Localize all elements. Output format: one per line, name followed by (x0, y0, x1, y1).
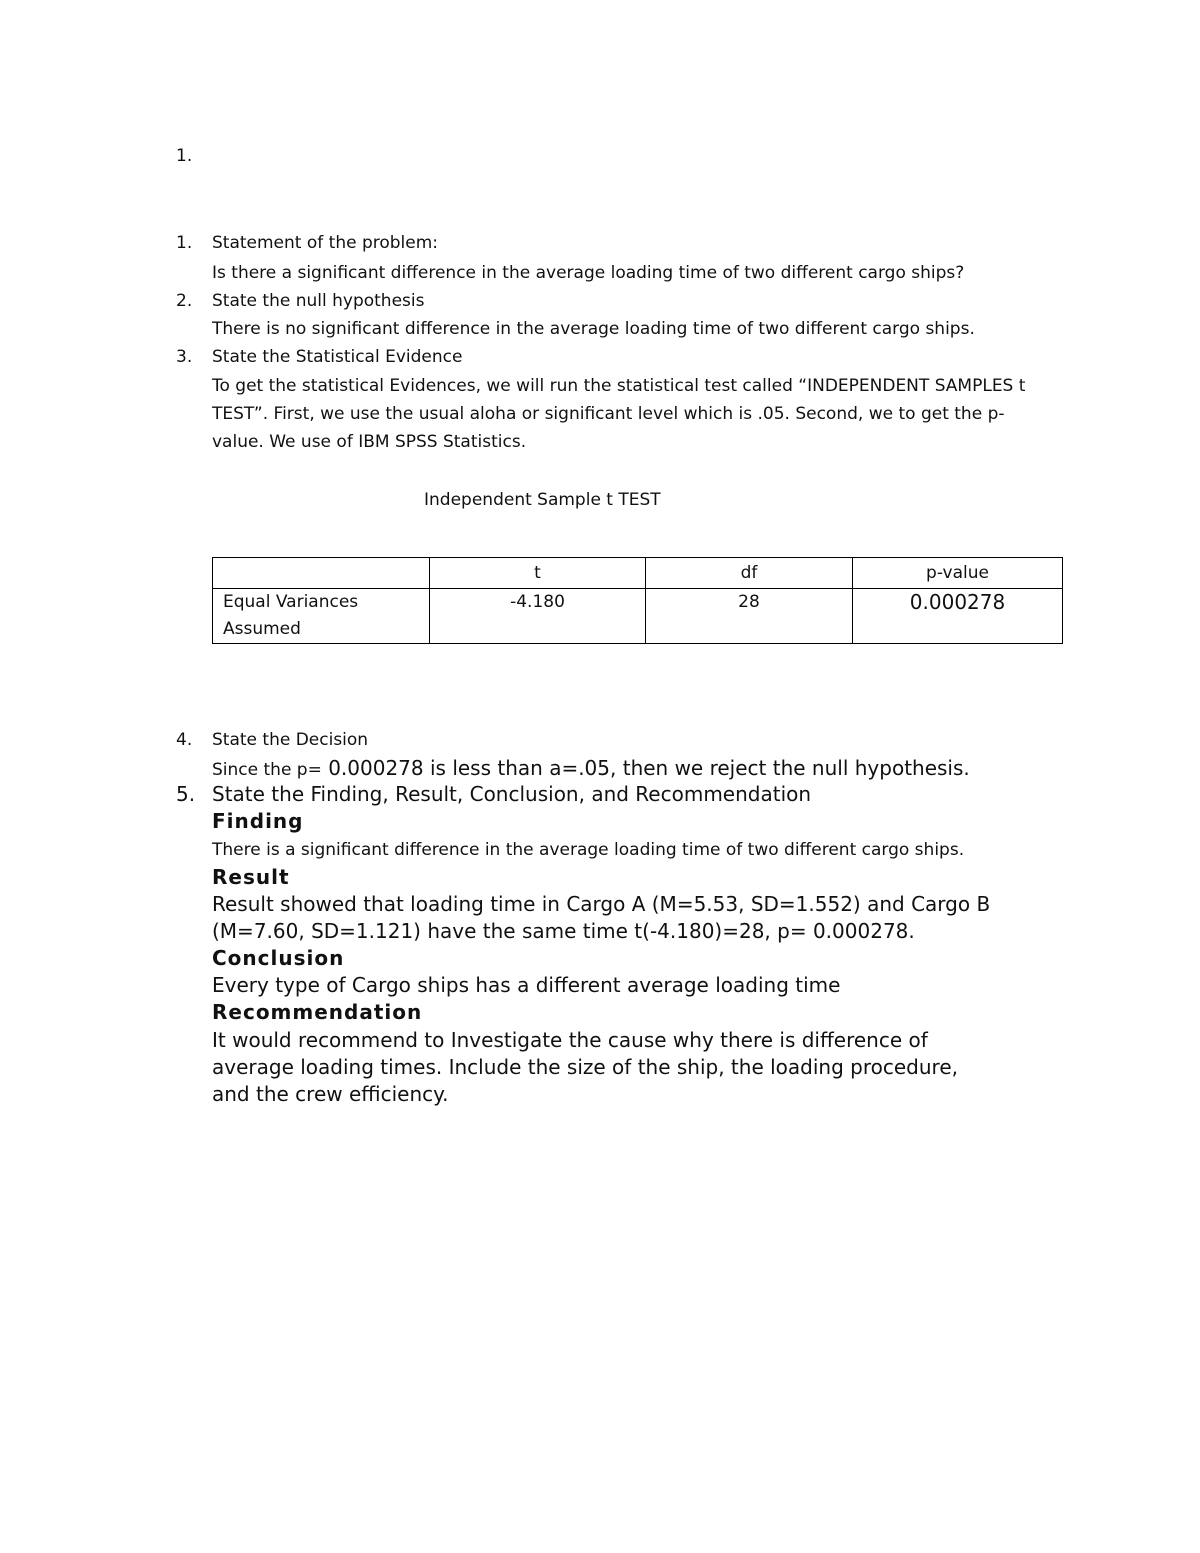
item-3-number: 3. (176, 347, 193, 367)
table-row-label-line-1: Equal Variances (223, 592, 359, 612)
item-4-decision-rest: 0.000278 is less than a=.05, then we reject the null hypothesis. (321, 756, 970, 780)
item-1-number: 1. (176, 233, 193, 253)
table-header-df: df (646, 558, 853, 589)
table-header-t: t (430, 558, 646, 589)
table-row-label (213, 589, 430, 644)
recommendation-text-line-1: It would recommend to Investigate the cause why there is difference of (212, 1028, 928, 1052)
item-4-title: State the Decision (212, 730, 369, 750)
table-caption: Independent Sample t TEST (424, 490, 661, 510)
conclusion-text: Every type of Cargo ships has a different average loading time (212, 973, 841, 997)
result-heading: Result (212, 865, 290, 889)
item-3-text-line-2: TEST”. First, we use the usual aloha or significant level which is .05. Second, we to get the p- (212, 404, 1005, 424)
recommendation-text-line-3: and the crew efficiency. (212, 1082, 449, 1106)
table-header-empty (213, 558, 430, 589)
item-5-number: 5. (176, 782, 196, 806)
item-4-decision-prefix: Since the p= (212, 760, 322, 780)
table-cell-t: -4.180 (430, 589, 646, 644)
table-row-label-line-2: Assumed (223, 619, 301, 639)
item-4-number: 4. (176, 730, 193, 750)
result-text-line-1: Result showed that loading time in Cargo A (M=5.53, SD=1.552) and Cargo B (212, 892, 991, 916)
header-number: 1. (176, 146, 193, 166)
item-5-title: State the Finding, Result, Conclusion, and Recommendation (212, 782, 812, 806)
recommendation-text-line-2: average loading times. Include the size of the ship, the loading procedure, (212, 1055, 958, 1079)
item-4-decision-line (212, 756, 970, 780)
finding-text: There is a significant difference in the average loading time of two different cargo ships. (212, 840, 965, 860)
item-1-title: Statement of the problem: (212, 233, 439, 253)
finding-heading: Finding (212, 809, 304, 833)
table-row (213, 589, 1063, 644)
item-2-text: There is no significant difference in the average loading time of two different cargo ships. (212, 319, 975, 339)
recommendation-heading: Recommendation (212, 1000, 423, 1024)
item-3-text-line-3: value. We use of IBM SPSS Statistics. (212, 432, 527, 452)
table-header-p-value: p-value (853, 558, 1063, 589)
table-cell-p-value: 0.000278 (853, 589, 1063, 644)
table-header-row (213, 558, 1063, 589)
table-cell-df: 28 (646, 589, 853, 644)
result-text-line-2: (M=7.60, SD=1.121) have the same time t(-4.180)=28, p= 0.000278. (212, 919, 915, 943)
conclusion-heading: Conclusion (212, 946, 345, 970)
item-2-number: 2. (176, 291, 193, 311)
item-3-title: State the Statistical Evidence (212, 347, 463, 367)
item-3-text-line-1: To get the statistical Evidences, we will run the statistical test called “INDEPENDENT SAMPLES t (212, 376, 1026, 396)
item-1-text: Is there a significant difference in the average loading time of two different cargo ships? (212, 263, 965, 283)
t-test-table (212, 557, 1063, 644)
item-2-title: State the null hypothesis (212, 291, 425, 311)
